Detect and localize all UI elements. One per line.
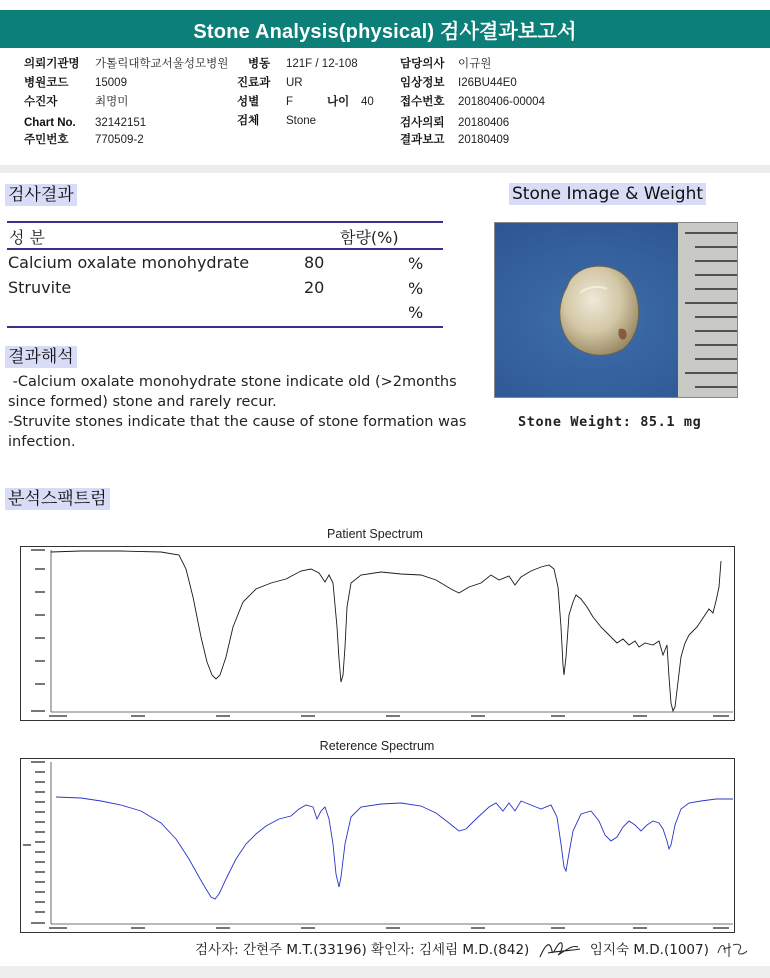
hospital-code-label: 병원코드	[24, 77, 69, 89]
result-row-2-value: 20	[304, 278, 325, 297]
table-bottom-rule	[7, 326, 443, 328]
stone-weight	[518, 414, 701, 430]
result-row-2-unit: %	[408, 279, 424, 298]
footer-examiner-text: 검사자: 간현주 M.T.(33196) 확인자: 김세림 M.D.(842)	[195, 942, 530, 958]
result-row-3-unit: %	[408, 303, 424, 322]
bottom-band	[0, 966, 770, 978]
resident-no-value: 770509-2	[95, 134, 144, 146]
age-value: 40	[361, 96, 374, 108]
column-content: 함량(%)	[340, 228, 399, 247]
institution-value: 가톨릭대학교서울성모병원	[95, 58, 229, 70]
interpretation-line-2: -Struvite stones indicate that the cause of stone formation was infection.	[8, 414, 467, 450]
specimen-value: Stone	[286, 115, 317, 127]
stone-photo	[494, 222, 738, 398]
report-date-value: 20180409	[458, 134, 510, 146]
ward-label: 병동	[248, 58, 271, 70]
result-row-1-component: Calcium oxalate monohydrate	[8, 253, 250, 272]
result-row-1-value: 80	[304, 253, 325, 272]
patient-value: 최명미	[95, 96, 129, 108]
interpretation-line-1: -Calcium oxalate monohydrate stone indicate old (>2months since formed) stone and rarely recur.	[8, 374, 462, 410]
stone-title: Stone Image & Weight	[509, 183, 706, 205]
receipt-no-label: 접수번호	[400, 96, 445, 108]
patient-info	[0, 0, 770, 165]
doctor-label: 담당의사	[400, 58, 445, 70]
column-component: 성 분	[9, 228, 45, 247]
footer-confirmer-text: 임지숙 M.D.(1007)	[589, 942, 709, 958]
department-label: 진료과	[237, 77, 271, 89]
result-row-2-component: Struvite	[8, 278, 72, 297]
spectrum-title: 분석스팩트럼	[5, 488, 110, 510]
reference-spectrum-title: Reterence Spectrum	[319, 739, 435, 753]
interpretation-title: 결과해석	[5, 346, 77, 368]
resident-no-label: 주민번호	[24, 134, 69, 146]
report-date-label: 결과보고	[400, 134, 445, 146]
institution-label: 의뢰기관명	[24, 58, 80, 70]
stone-weight-label: Stone Weight:	[518, 414, 632, 430]
result-row-1-unit: %	[408, 254, 424, 273]
ward-value: 121F / 12-108	[286, 58, 358, 70]
patient-label: 수진자	[24, 96, 58, 108]
clinical-info-value: I26BU44E0	[458, 77, 517, 89]
hospital-code-value: 15009	[95, 77, 127, 89]
chart-no-value: 32142151	[95, 117, 147, 129]
chart-no-label: Chart No.	[24, 117, 76, 129]
signature-1-icon	[538, 939, 582, 961]
request-date-value: 20180406	[458, 117, 510, 129]
table-top-rule	[7, 221, 443, 223]
receipt-no-value: 20180406-00004	[458, 96, 545, 108]
interpretation-text	[8, 372, 483, 452]
report-title: Stone Analysis(physical) 검사결과보고서	[0, 10, 770, 48]
clinical-info-label: 임상정보	[400, 77, 445, 89]
footer-signatures	[195, 938, 749, 961]
doctor-value: 이규원	[458, 58, 492, 70]
age-label: 나이	[327, 96, 350, 108]
divider-band	[0, 165, 770, 173]
reference-spectrum-plot	[20, 758, 735, 933]
stone-weight-value: 85.1 mg	[640, 414, 702, 430]
results-title: 검사결과	[5, 184, 77, 206]
sex-value: F	[286, 96, 294, 108]
department-value: UR	[286, 77, 303, 89]
request-date-label: 검사의뢰	[400, 117, 445, 129]
table-header-rule	[7, 248, 443, 250]
patient-spectrum-title: Patient Spectrum	[327, 527, 423, 541]
signature-2-icon	[715, 939, 749, 961]
sex-label: 성별	[237, 96, 260, 108]
patient-spectrum-plot	[20, 546, 735, 721]
specimen-label: 검체	[237, 115, 260, 127]
